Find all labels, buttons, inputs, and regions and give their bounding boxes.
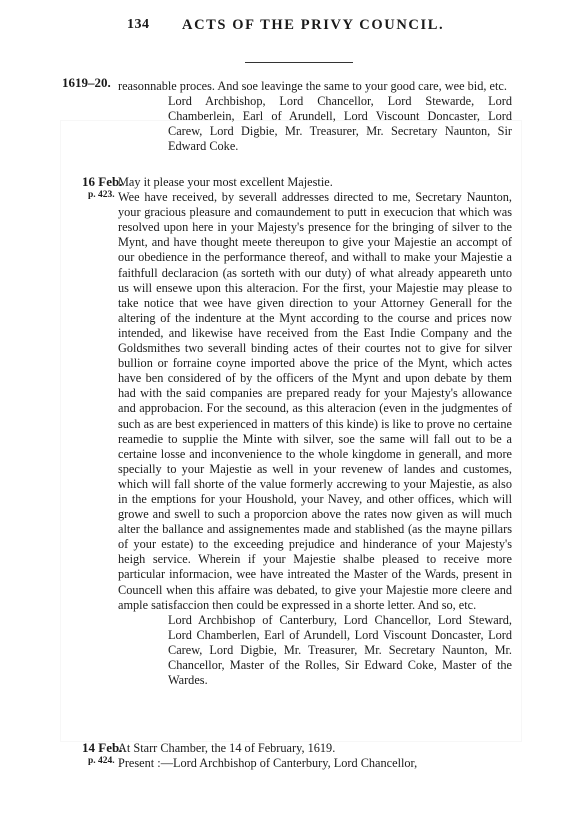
margin-ref-1: p. 423. — [88, 190, 115, 200]
salutation: May it please your most excellent Majestie. — [118, 175, 333, 189]
text-block-3 — [118, 741, 512, 771]
margin-year — [62, 76, 111, 90]
page-number: 134 — [127, 17, 150, 32]
letter-body: Wee have received, by severall addresses directed to me, Secretary Naunton, your gracious pleasure and comaundement to putt in execucion that which was resolved upon here in your Majesty's presence for the bringing of silver to the Mynt, and have thought meete thereupon to give your Majestie an accompt of our obedience in the performance thereof, and withall to make your Majestie a faithfull declaracion (as sorteth with our duty) of what already appeareth unto us will ensewe upon this alteracion. For the first, your Majestie may please to take notice that wee have given direction to your Attorney Generall for the altering of the indenture at the Mynt according to the course and prices now intended, and likewise have received from the East Indie Company and the Goldsmithes two severall binding actes of their courtes not to give for silver bullion or forraine coyne imported above the price of the Mynt, which actes have ben considered of by the officers of the Mynt and upon debate by them had with the said companies are prepared ready for your Majesty's allowance and approbacion. For the secound, as this alteracion (even in the judgmentes of such as are best experienced in matters of this kinde) is like to prove no certaine reamedie to supplie the Minte with silver, soe the same will fall out to be a certaine losse and inconvenience to the whole kingdome in generall, and more specially to your Majestie as well in your revenew of landes and customes, which will fall shorte of the value formerly accrewing to your Majestie, as also in the emptions for your Houshold, your Navey, and other offices, which will growe and swell to such a proporcion above the rates now given as will much alter the ballance and assignementes made and stablished (as the mayne pillars of your estate) to the exceeding prejudice and hinderance of your Majesty's heigh service. Wherein if your Majestie shalbe pleased to receive more particular informacion, wee have intreated the Master of the Wards, present in Councell when this affaire was debated, to give your Majestie more cleere and ample satisfaccion then could be expressed in a shorte letter. And so, etc. — [118, 190, 512, 612]
paragraph-continuation: reasonnable proces. And soe leavinge the same to your good care, wee bid, etc. — [118, 79, 507, 93]
page-header — [0, 17, 567, 37]
header-rule — [245, 62, 353, 63]
margin-date-1-text: 16 Feb. — [82, 174, 123, 189]
margin-date-1 — [82, 175, 122, 201]
running-title: ACTS OF THE PRIVY COUNCIL. — [182, 17, 445, 33]
margin-date-2 — [82, 741, 122, 767]
meeting-heading: At Starr Chamber, the 14 of February, 1619. — [118, 741, 336, 755]
signers-list-2: Lord Archbishop of Canterbury, Lord Chancellor, Lord Steward, Lord Chamberlen, Earl of Arundell, Lord Viscount Doncaster, Lord Carew, Lord Digbie, Mr. Treasurer, Mr. Secretary Naunton, Mr. Chancellor, Master of the Rolles, Sir Edward Coke, Master of the Wardes. — [168, 612, 512, 688]
margin-year-text: 1619–20. — [62, 75, 111, 90]
margin-ref-2: p. 424. — [88, 756, 115, 766]
margin-date-2-text: 14 Feb. — [82, 740, 123, 755]
present-list: Present :—Lord Archbishop of Canterbury, Lord Chancellor, — [118, 756, 418, 771]
text-block-1 — [118, 79, 512, 154]
text-block-2 — [118, 175, 512, 688]
signers-list-1: Lord Archbishop, Lord Chancellor, Lord Stewarde, Lord Chamberlein, Earl of Arundell, Lord Viscount Doncaster, Lord Carew, Lord Digbie, Mr. Treasurer, Mr. Secretary Naunton, Sir Edward Coke. — [168, 94, 512, 154]
